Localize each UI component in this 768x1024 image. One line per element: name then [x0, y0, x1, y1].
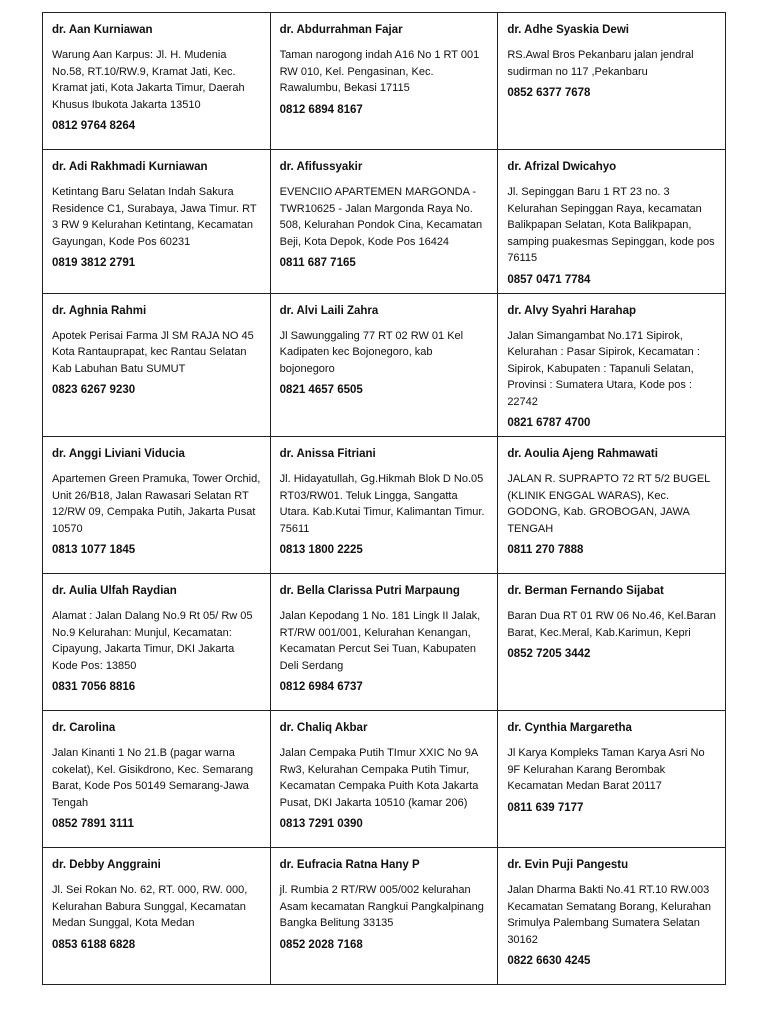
- contact-card: [43, 293, 271, 437]
- contact-table-body: [43, 13, 726, 985]
- doctor-phone: 0852 6377 7678: [507, 87, 591, 99]
- doctor-phone: 0822 6630 4245: [507, 955, 591, 967]
- doctor-address: EVENCIIO APARTEMEN MARGONDA - TWR10625 - Jalan Margonda Raya No. 508, Kelurahan Pondok Cina, Kecamatan Beji, Kota Depok, Kode Pos 16424: [279, 186, 483, 248]
- doctor-name: dr. Alvy Syahri Harahap: [507, 304, 636, 317]
- doctor-phone: 0819 3812 2791: [52, 257, 136, 269]
- doctor-address: RS.Awal Bros Pekanbaru jalan jendral sudirman no 117 ,Pekanbaru: [507, 49, 694, 78]
- contact-card: [270, 13, 498, 150]
- contact-card: [270, 293, 498, 437]
- contact-card: [43, 574, 271, 711]
- doctor-address: Jalan Simangambat No.171 Sipirok, Kelurahan : Pasar Sipirok, Kecamatan : Sipirok, Kabupaten : Tapanuli Selatan, Provinsi : Sumatera Utara, Kode pos : 22742: [507, 329, 700, 408]
- doctor-phone: 0813 7291 0390: [279, 818, 363, 830]
- doctor-name: dr. Cynthia Margaretha: [507, 722, 632, 734]
- doctor-name: dr. Aan Kurniawan: [52, 24, 153, 36]
- doctor-phone: 0831 7056 8816: [52, 681, 136, 693]
- table-row: [43, 848, 726, 985]
- doctor-name: dr. Berman Fernando Sijabat: [507, 585, 664, 597]
- table-row: [43, 437, 726, 574]
- doctor-name: dr. Carolina: [52, 722, 116, 734]
- contact-card: [43, 711, 271, 848]
- doctor-phone: 0811 270 7888: [507, 544, 584, 556]
- doctor-name: dr. Aghnia Rahmi: [52, 304, 147, 317]
- doctor-name: dr. Abdurrahman Fajar: [279, 24, 403, 36]
- doctor-name: dr. Chaliq Akbar: [279, 722, 368, 734]
- contact-card: [43, 150, 271, 294]
- doctor-address: Jalan Cempaka Putih TImur XXIC No 9A Rw3, Kelurahan Cempaka Putih Timur, Kecamatan Cempaka Puith Kota Jakarta Pusat, DKI Jakarta 10510 (kamar 206): [279, 747, 479, 809]
- doctor-phone: 0811 639 7177: [507, 801, 584, 814]
- doctor-address: Jl. Hidayatullah, Gg.Hikmah Blok D No.05 RT03/RW01. Teluk Lingga, Sangatta Utara. Kab.Kutai Timur, Kalimantan Timur. 75611: [279, 473, 485, 535]
- contact-table: [42, 12, 726, 985]
- doctor-address: Jl Karya Kompleks Taman Karya Asri No 9F Kelurahan Karang Berombak Kecamatan Medan Barat 20117: [507, 747, 705, 792]
- contact-card: [498, 437, 726, 574]
- table-row: [43, 711, 726, 848]
- doctor-phone: 0821 4657 6505: [279, 384, 363, 396]
- doctor-address: Alamat : Jalan Dalang No.9 Rt 05/ Rw 05 No.9 Kelurahan: Munjul, Kecamatan: Cipayung, Jakarta Timur, DKI Jakarta Kode Pos: 13850: [52, 610, 253, 672]
- doctor-address: Jl Sawunggaling 77 RT 02 RW 01 Kel Kadipaten kec Bojonegoro, kab bojonegoro: [279, 329, 464, 375]
- contact-card: [43, 13, 271, 150]
- contact-card: [43, 437, 271, 574]
- doctor-name: dr. Debby Anggraini: [52, 859, 161, 871]
- doctor-phone: 0857 0471 7784: [507, 273, 591, 286]
- contact-card: [270, 437, 498, 574]
- doctor-name: dr. Bella Clarissa Putri Marpaung: [279, 585, 460, 597]
- doctor-phone: 0852 2028 7168: [279, 938, 363, 951]
- doctor-address: Baran Dua RT 01 RW 06 No.46, Kel.Baran Barat, Kec.Meral, Kab.Karimun, Kepri: [507, 610, 716, 639]
- doctor-phone: 0852 7205 3442: [507, 648, 591, 660]
- table-row: [43, 13, 726, 150]
- doctor-name: dr. Adhe Syaskia Dewi: [507, 24, 629, 36]
- doctor-name: dr. Adi Rakhmadi Kurniawan: [52, 161, 208, 173]
- doctor-phone: 0853 6188 6828: [52, 938, 136, 951]
- doctor-phone: 0823 6267 9230: [52, 384, 136, 396]
- doctor-address: Warung Aan Karpus: Jl. H. Mudenia No.58, RT.10/RW.9, Kramat Jati, Kec. Kramat jati, Kota Jakarta Timur, Daerah Khusus Ibukota Jakarta 13510: [52, 49, 245, 111]
- contact-card: [270, 848, 498, 985]
- doctor-phone: 0821 6787 4700: [507, 417, 591, 429]
- table-row: [43, 574, 726, 711]
- contact-card: [498, 574, 726, 711]
- doctor-name: dr. Aulia Ulfah Raydian: [52, 585, 177, 597]
- doctor-name: dr. Alvi Laili Zahra: [279, 304, 379, 317]
- contact-card: [270, 711, 498, 848]
- contact-card: [498, 711, 726, 848]
- contact-card: [498, 848, 726, 985]
- doctor-address: Apartemen Green Pramuka, Tower Orchid, Unit 26/B18, Jalan Rawasari Selatan RT 12/RW 09, Cempaka Putih, Jakarta Pusat 10570: [52, 473, 261, 535]
- doctor-address: Apotek Perisai Farma Jl SM RAJA NO 45 Kota Rantauprapat, kec Rantau Selatan Kab Labuhan Batu SUMUT: [52, 329, 254, 375]
- contact-card: [498, 13, 726, 150]
- doctor-name: dr. Afrizal Dwicahyo: [507, 161, 617, 173]
- doctor-phone: 0812 6984 6737: [279, 681, 363, 693]
- contact-card: [498, 150, 726, 294]
- doctor-address: Jl. Sei Rokan No. 62, RT. 000, RW. 000, Kelurahan Babura Sunggal, Kecamatan Medan Sunggal, Kota Medan: [52, 884, 248, 929]
- doctor-phone: 0812 6894 8167: [279, 103, 363, 116]
- doctor-phone: 0813 1800 2225: [279, 544, 363, 556]
- table-row: [43, 293, 726, 437]
- doctor-address: Jalan Dharma Bakti No.41 RT.10 RW.003 Kecamatan Sematang Borang, Kelurahan Srimulya Palembang Sumatera Selatan 30162: [507, 884, 711, 946]
- doctor-name: dr. Evin Puji Pangestu: [507, 859, 629, 871]
- doctor-name: dr. Aoulia Ajeng Rahmawati: [507, 448, 658, 460]
- doctor-address: Ketintang Baru Selatan Indah Sakura Residence C1, Surabaya, Jawa Timur. RT 3 RW 9 Kelurahan Ketintang, Kecamatan Gayungan, Kode Pos 60231: [52, 186, 257, 248]
- doctor-name: dr. Anggi Liviani Viducia: [52, 448, 185, 460]
- doctor-name: dr. Afifussyakir: [279, 161, 363, 173]
- doctor-name: dr. Eufracia Ratna Hany P: [279, 859, 420, 871]
- contact-card: [270, 150, 498, 294]
- doctor-phone: 0852 7891 3111: [52, 818, 134, 830]
- doctor-address: jl. Rumbia 2 RT/RW 005/002 kelurahan Asam kecamatan Rangkui Pangkalpinang Bangka Belitung 33135: [279, 884, 484, 929]
- table-row: [43, 150, 726, 294]
- doctor-address: Jalan Kinanti 1 No 21.B (pagar warna cokelat), Kel. Gisikdrono, Kec. Semarang Barat, Kode Pos 50149 Semarang-Jawa Tengah: [52, 747, 254, 809]
- contact-card: [270, 574, 498, 711]
- doctor-address: Jl. Sepinggan Baru 1 RT 23 no. 3 Kelurahan Sepinggan Raya, kecamatan Balikpapan Selatan, Kota Balikpapan, samping puakesmas Sepinggan, kode pos 76115: [507, 186, 715, 264]
- doctor-name: dr. Anissa Fitriani: [279, 448, 376, 460]
- doctor-address: JALAN R. SUPRAPTO 72 RT 5/2 BUGEL (KLINIK ENGGAL WARAS), Kec. GODONG, Kab. GROBOGAN, JAWA TENGAH: [507, 473, 710, 535]
- contact-card: [43, 848, 271, 985]
- doctor-phone: 0812 9764 8264: [52, 120, 136, 132]
- doctor-phone: 0811 687 7165: [279, 257, 356, 269]
- doctor-address: Jalan Kepodang 1 No. 181 Lingk II Jalak, RT/RW 001/001, Kelurahan Kenangan, Kecamatan Percut Sei Tuan, Kabupaten Deli Serdang: [279, 610, 481, 672]
- contact-card: [498, 293, 726, 437]
- doctor-phone: 0813 1077 1845: [52, 544, 136, 556]
- doctor-address: Taman narogong indah A16 No 1 RT 001 RW 010, Kel. Pengasinan, Kec. Rawalumbu, Bekasi 17115: [279, 49, 480, 94]
